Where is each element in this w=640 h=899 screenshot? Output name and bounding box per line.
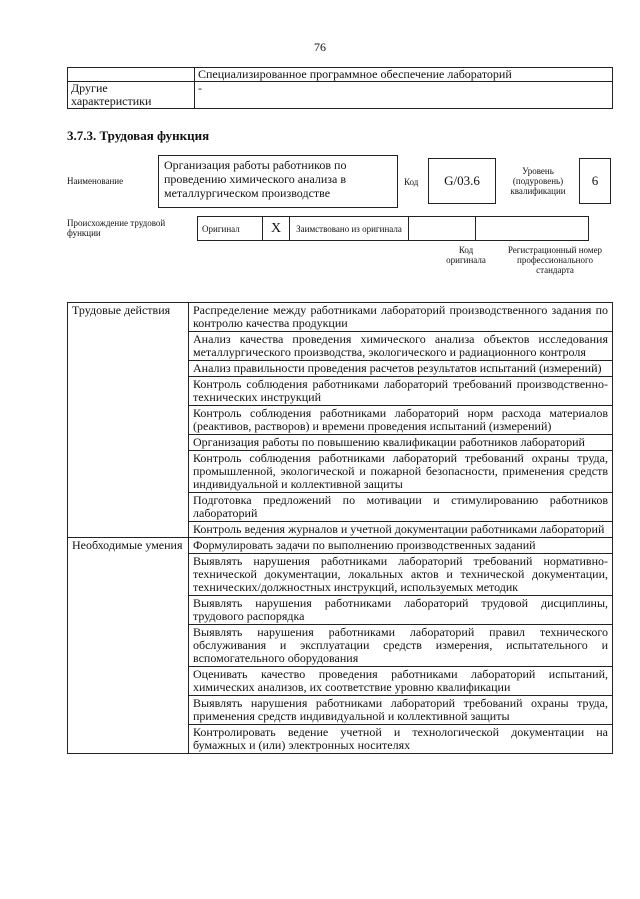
borrowed-label: Заимствовано из оригинала [290,217,409,241]
action-item: Анализ правильности проведения расчетов результатов испытаний (измерений) [189,361,613,377]
action-item: Контроль соблюдения работниками лабораторий требований охраны труда, промышленной, экологической и пожарной безопасности, применения средств индивидуальной и коллективной защиты [189,451,613,493]
skills-header: Необходимые умения [68,538,189,754]
skill-item: Выявлять нарушения работниками лабораторий требований нормативно-технической документации, локальных актов и технической документации, технических/должностных инструкций, используемых методик [189,554,613,596]
table-row [68,303,613,332]
skill-item: Выявлять нарушения работниками лабораторий правил технического обслуживания и эксплуатации средств измерения, испытательного и вспомогательного оборудования [189,625,613,667]
table-cell: Специализированное программное обеспечение лабораторий [195,68,613,82]
action-item: Подготовка предложений по мотивации и стимулированию работников лабораторий [189,493,613,522]
original-label: Оригинал [198,217,263,241]
code-original-cell [409,217,476,241]
empty-cell [68,68,195,82]
table-row [68,538,613,554]
function-name-box: Организация работы работников по проведению химического анализа в металлургическом производстве [158,155,398,208]
name-label: Наименование [67,176,124,186]
action-item: Распределение между работниками лабораторий производственного задания по контролю качества продукции [189,303,613,332]
skill-item: Формулировать задачи по выполнению производственных заданий [189,538,613,554]
skill-item: Выявлять нарушения работниками лабораторий трудовой дисциплины, трудового распорядка [189,596,613,625]
level-label: Уровень (подуровень) квалификации [510,166,566,196]
level-box: 6 [579,158,611,204]
actions-header: Трудовые действия [68,303,189,538]
reg-number-cell [476,217,589,241]
row-label: Другие характеристики [68,82,195,109]
page-number: 76 [314,40,326,54]
action-item: Контроль соблюдения работниками лабораторий требований производственно-технических инструкций [189,377,613,406]
table-cell: - [195,82,613,109]
code-label: Код [404,177,419,187]
origin-table [197,216,589,241]
labor-function-table [67,302,613,754]
skill-item: Контролировать ведение учетной и технологической документации на бумажных и (или) электронных носителях [189,725,613,754]
table-row [68,68,613,82]
section-title: 3.7.3. Трудовая функция [67,128,210,143]
function-code-box: G/03.6 [428,158,496,204]
action-item: Контроль ведения журналов и учетной документации работниками лабораторий [189,522,613,538]
action-item: Контроль соблюдения работниками лабораторий норм расхода материалов (реактивов, растворов) и времени проведения испытаний (измерений) [189,406,613,435]
skill-item: Оценивать качество проведения работниками лабораторий испытаний, химических анализов, их соответствие уровню квалификации [189,667,613,696]
code-original-label: Код оригинала [446,245,486,265]
skill-item: Выявлять нарушения работниками лабораторий требований охраны труда, применения средств индивидуальной и коллективной защиты [189,696,613,725]
action-item: Анализ качества проведения химического анализа объектов исследования металлургического производства, экологического и радиационного контроля [189,332,613,361]
reg-number-label: Регистрационный номер профессионального стандарта [507,245,603,275]
table-row [68,82,613,109]
origin-label: Происхождение трудовой функции [67,218,166,238]
characteristics-table [67,67,613,109]
original-mark: X [263,217,290,241]
action-item: Организация работы по повышению квалификации работников лабораторий [189,435,613,451]
